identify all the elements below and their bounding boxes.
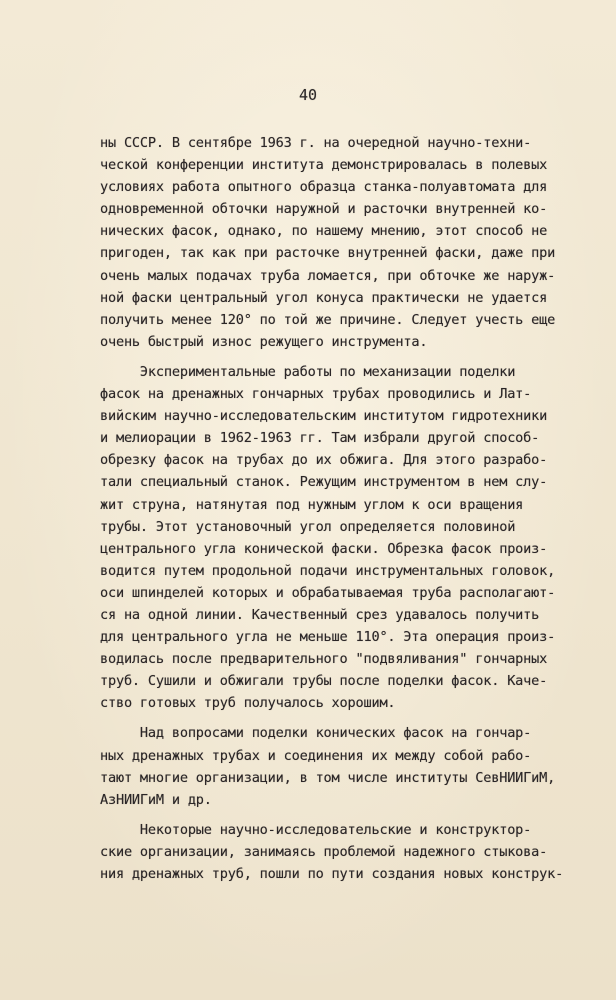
text-line: вийским научно-исследовательским институтом гидротехники	[100, 408, 548, 425]
text-line: труб. Сушили и обжигали трубы после поделки фасок. Каче-	[100, 673, 548, 690]
text-line: и мелиорации в 1962-1963 гг. Там избрали другой способ-	[100, 430, 540, 447]
page-number: 40	[298, 86, 318, 104]
paragraph-gap	[100, 714, 605, 722]
text-line: ские организации, занимаясь проблемой надежного стыкова-	[100, 843, 548, 860]
body-text	[100, 132, 605, 885]
text-line: тали специальный станок. Режущим инструментом в нем слу-	[100, 474, 548, 491]
text-line: фасок на дренажных гончарных трубах проводились и Лат-	[100, 386, 532, 403]
text-line: центрального угла конической фаски. Обрезка фасок произ-	[100, 540, 548, 557]
text-line: оси шпинделей которых и обрабатываемая труба располагают-	[100, 584, 556, 601]
text-line: ния дренажных труб, пошли по пути создания новых конструк-	[100, 866, 564, 882]
text-line: очень малых подачах труба ломается, при обточке же наруж-	[100, 267, 556, 284]
text-line: Над вопросами поделки конических фасок на гончар-	[100, 725, 532, 742]
paragraph	[100, 722, 605, 810]
paragraph	[100, 132, 605, 353]
text-line: ся на одной линии. Качественный срез удавалось получить	[100, 606, 540, 623]
text-line: водится путем продольной подачи инструментальных головок,	[100, 562, 556, 579]
text-line: жит струна, натянутая под нужным углом к оси вращения	[100, 496, 524, 513]
paragraph-gap	[100, 353, 605, 361]
text-line: нических фасок, однако, по нашему мнению, этот способ не	[100, 223, 548, 240]
text-line: одновременной обточки наружной и расточки внутренней ко-	[100, 201, 548, 218]
paragraph	[100, 361, 605, 715]
text-line: получить менее 120° по той же причине. Следует учесть еще	[100, 311, 556, 328]
text-line: трубы. Этот установочный угол определяется половиной	[100, 518, 516, 535]
text-line: ной фаски центральный угол конуса практически не удается	[100, 289, 548, 306]
text-line: обрезку фасок на трубах до их обжига. Для этого разрабо-	[100, 452, 548, 469]
text-line: водилась после предварительного "подвяливания" гончарных	[100, 651, 548, 668]
paragraph-gap	[100, 811, 605, 819]
text-line: ных дренажных трубах и соединения их между собой рабо-	[100, 747, 532, 764]
text-line: ческой конференции института демонстрировалась в полевых	[100, 157, 548, 174]
text-line: тают многие организации, в том числе институты СевНИИГиМ,	[100, 769, 556, 786]
text-line: Экспериментальные работы по механизации поделки	[100, 363, 516, 380]
text-line: для центрального угла не меньше 110°. Эта операция произ-	[100, 629, 556, 646]
text-line: пригоден, так как при расточке внутренней фаски, даже при	[100, 245, 556, 262]
paragraph	[100, 819, 605, 885]
text-line: Некоторые научно-исследовательские и конструктор-	[100, 821, 532, 838]
text-line: ны СССР. В сентябре 1963 г. на очередной научно-техни-	[100, 135, 532, 151]
text-line: условиях работа опытного образца станка-полуавтомата для	[100, 179, 548, 196]
text-line: АзНИИГиМ и др.	[100, 791, 212, 808]
text-line: очень быстрый износ режущего инструмента.	[100, 333, 428, 350]
text-line: ство готовых труб получалось хорошим.	[100, 695, 396, 712]
